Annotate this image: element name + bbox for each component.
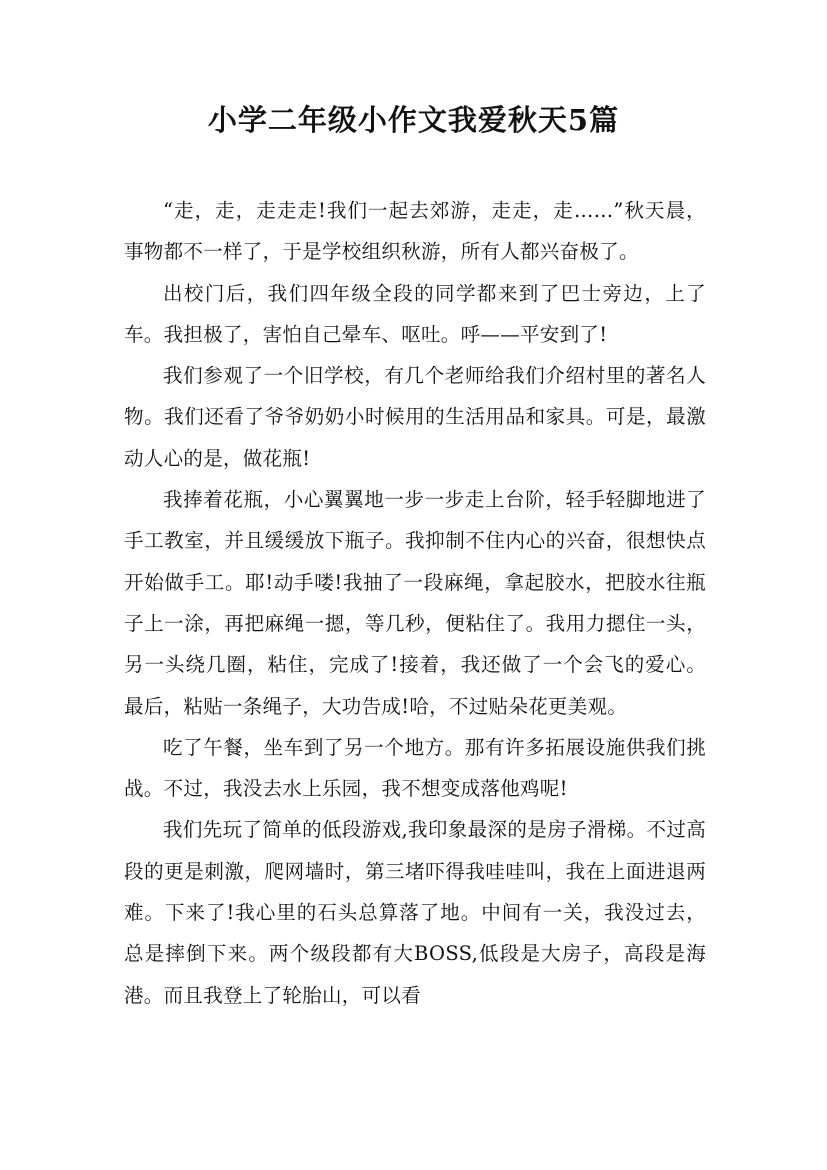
- paragraph: “走，走，走走走!我们一起去郊游，走走，走……”秋天晨，事物都不一样了，于是学校组织秋游，所有人都兴奋极了。: [124, 199, 706, 264]
- paragraph: 吃了午餐，坐车到了另一个地方。那有许多拓展设施供我们挑战。不过，我没去水上乐园，我不想变成落他鸡呢!: [124, 735, 706, 801]
- document-body: [124, 190, 706, 1016]
- paragraph: 我们先玩了简单的低段游戏,我印象最深的是房子滑梯。不过高段的更是刺激，爬网墙时，第三堵吓得我哇哇叫，我在上面进退两难。下来了!我心里的石头总算落了地。中间有一关，我没过去，总是摔倒下来。两个级段都有大BOSS,低段是大房子，高段是海港。而且我登上了轮胎山，可以看: [124, 818, 706, 1007]
- paragraph: 我捧着花瓶，小心翼翼地一步一步走上台阶，轻手轻脚地进了手工教室，并且缓缓放下瓶子。我抑制不住内心的兴奋，很想快点开始做手工。耶!动手喽!我抽了一段麻绳，拿起胶水，把胶水往瓶子上一涂，再把麻绳一摁，等几秒，便粘住了。我用力摁住一头，另一头绕几圈，粘住，完成了!接着，我还做了一个会飞的爱心。最后，粘贴一条绳子，大功告成!哈，不过贴朵花更美观。: [124, 488, 706, 718]
- paragraph: 出校门后，我们四年级全段的同学都来到了巴士旁边，上了车。我担极了，害怕自己晕车、呕吐。呼——平安到了!: [124, 281, 706, 346]
- document-title: 小学二年级小作文我爱秋天5篇: [207, 103, 620, 137]
- paragraph: 我们参观了一个旧学校，有几个老师给我们介绍村里的著名人物。我们还看了爷爷奶奶小时候用的生活用品和家具。可是，最激动人心的是，做花瓶!: [124, 364, 706, 470]
